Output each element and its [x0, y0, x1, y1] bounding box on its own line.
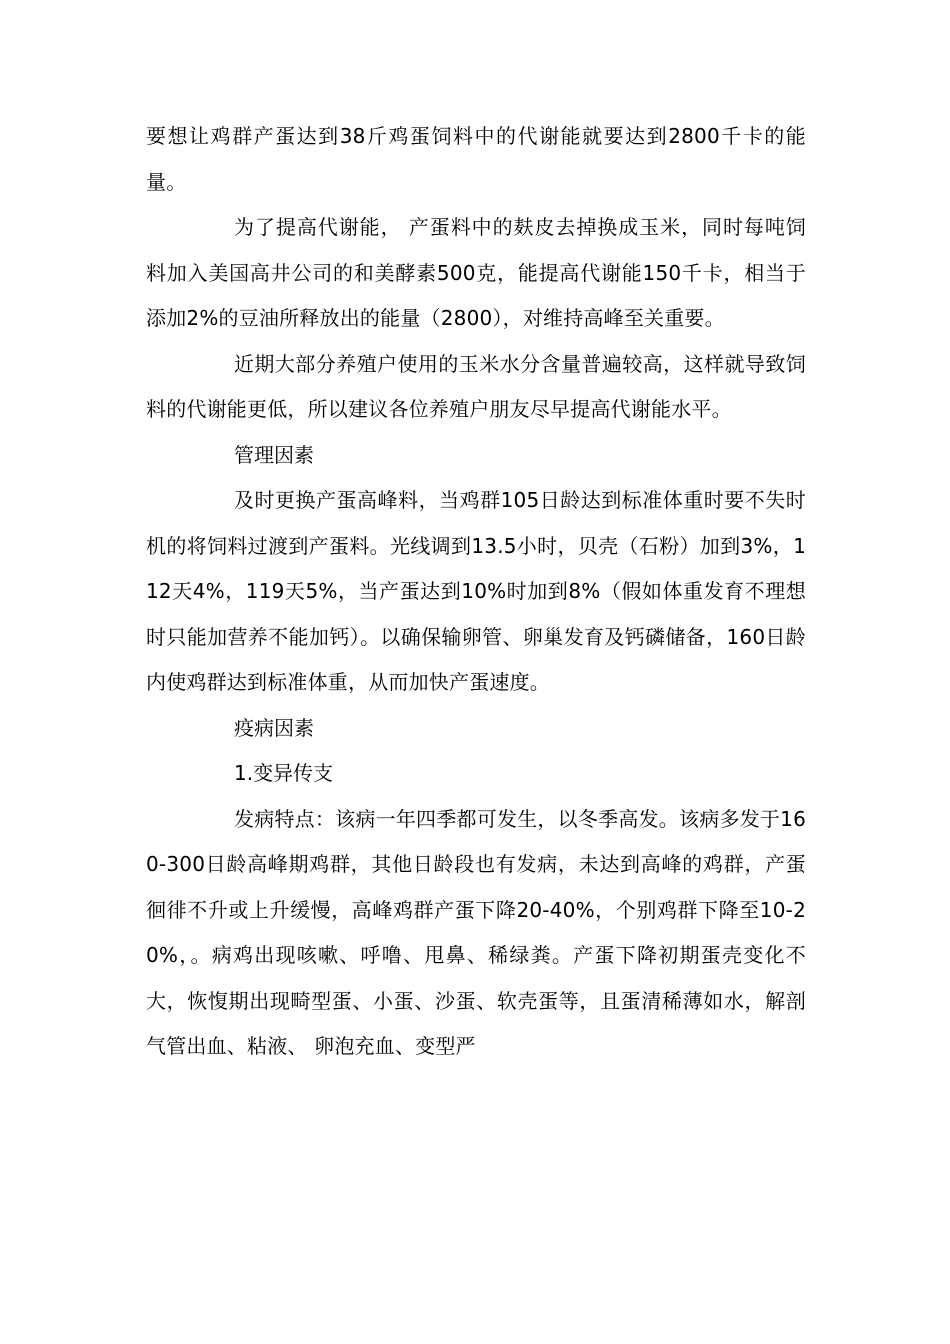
subsection-heading-variant-ib: 1.变异传支 — [234, 761, 334, 785]
paragraph-management-details: 及时更换产蛋高峰料，当鸡群105日龄达到标准体重时要不失时机的将饲料过渡到产蛋料。光线调到13.5小时，贝壳（石粉）加到3%，112天4%，119天5%，当产蛋达到10%时加到8%（假如体重发育不理想时只能加营养不能加钙）。以确保输卵管、卵巢发育及钙磷储备，160日龄内使鸡群达到标准体重，从而加快产蛋速度。 — [146, 488, 806, 694]
paragraph-disease-characteristics: 发病特点：该病一年四季都可发生，以冬季高发。该病多发于160-300日龄高峰期鸡群，其他日龄段也有发病，未达到高峰的鸡群，产蛋徊徘不升或上升缓慢，高峰鸡群产蛋下降20-40%，个别鸡群下降至10-20%，。病鸡出现咳嗽、呼噜、甩鼻、稀绿粪。产蛋下降初期蛋壳变化不大，恢愎期出现畸型蛋、小蛋、沙蛋、软壳蛋等，且蛋清稀薄如水，解剖气管出血、粘液、 卵泡充血、变型严 — [146, 806, 806, 1058]
section-heading-disease: 疫病因素 — [234, 715, 314, 740]
section-heading-management: 管理因素 — [234, 442, 314, 467]
paragraph-corn-moisture: 近期大部分养殖户使用的玉米水分含量普遍较高，这样就导致饲料的代谢能更低，所以建议各位养殖户朋友尽早提高代谢能水平。 — [146, 351, 806, 421]
paragraph-metabolic-energy-target: 要想让鸡群产蛋达到38斤鸡蛋饲料中的代谢能就要达到2800千卡的能量。 — [146, 124, 806, 194]
document-body — [146, 114, 806, 1070]
paragraph-raise-metabolic-energy: 为了提高代谢能， 产蛋料中的麸皮去掉换成玉米，同时每吨饲料加入美国高井公司的和美酵素500克，能提高代谢能150千卡，相当于添加2%的豆油所释放出的能量（2800），对维持高峰至关重要。 — [146, 215, 806, 330]
